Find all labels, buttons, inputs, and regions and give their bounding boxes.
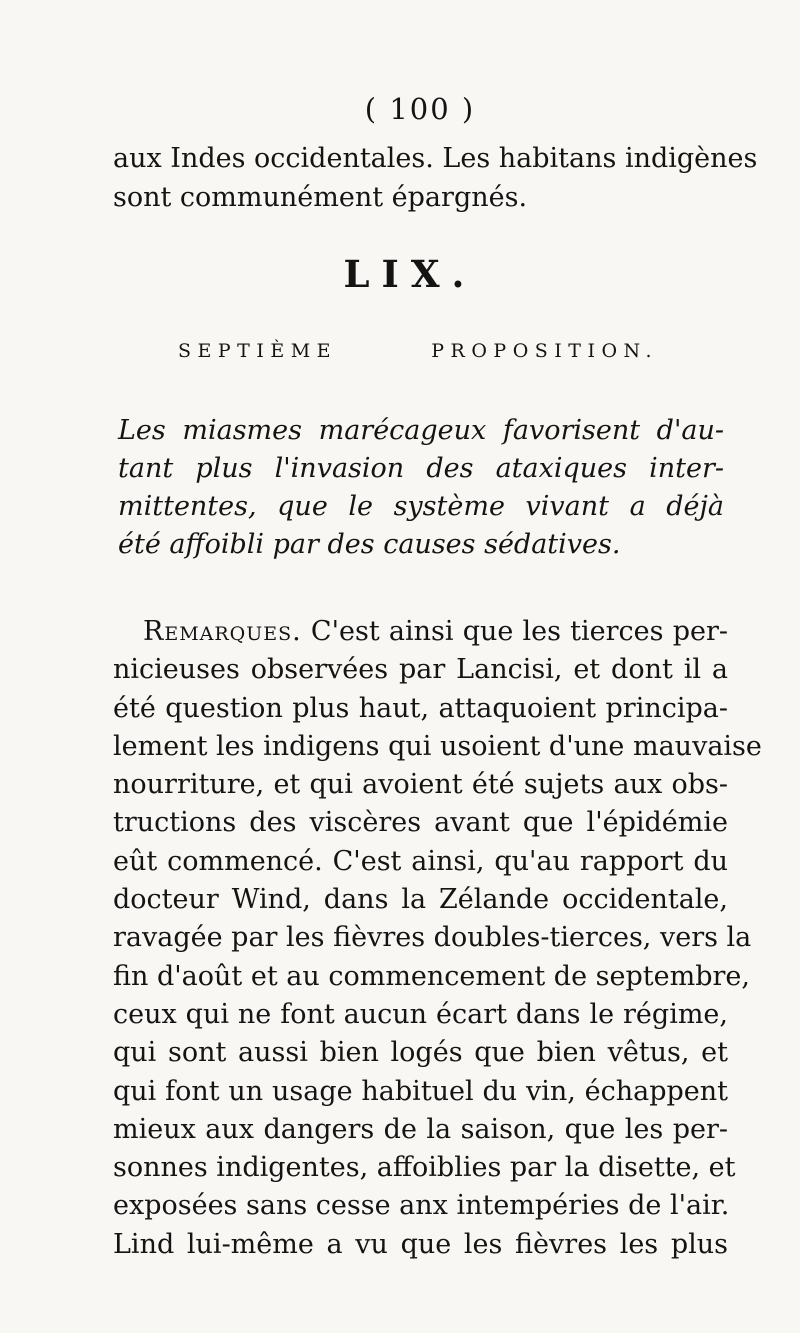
page-number: ( 100 )	[364, 92, 476, 126]
text-line: nicieuses observées par Lancisi, et dont il a	[113, 654, 728, 686]
text-line: ravagée par les fièvres doubles-tierces, vers la	[113, 922, 752, 954]
section-heading: LIX.	[343, 252, 477, 296]
text-line: Les miasmes marécageux favorisent d'au-	[118, 415, 724, 446]
text-fragment: C'est ainsi que les tierces per-	[301, 616, 728, 647]
text-line: fin d'août et au commencement de septembre,	[113, 960, 750, 992]
proposition-statement	[118, 412, 724, 564]
text-line: ceux qui ne font aucun écart dans le régime,	[113, 998, 728, 1030]
text-line: eût commencé. C'est ainsi, qu'au rapport du	[113, 845, 728, 877]
text-line: Lind lui-même a vu que les fièvres les plus	[113, 1228, 728, 1260]
text-line: été affoibli par des causes sédatives.	[118, 529, 621, 560]
text-line: nourriture, et qui avoient été sujets aux obs-	[113, 769, 728, 801]
text-line: tructions des viscères avant que l'épidémie	[113, 807, 728, 839]
remarks-label: Remarques.	[143, 616, 302, 647]
text-line: lement les indigens qui usoient d'une mauvaise	[113, 730, 762, 762]
text-line: été question plus haut, attaquoient principa-	[113, 692, 728, 724]
text-line: mittentes, que le système vivant a déjà	[118, 491, 724, 522]
text-line: qui sont aussi bien logés que bien vêtus, et	[113, 1037, 728, 1069]
proposition-title: SEPTIÈME PROPOSITION.	[178, 340, 658, 362]
intro-paragraph	[113, 140, 758, 217]
remarks-first-line	[113, 613, 728, 651]
remarks-paragraph	[113, 613, 762, 1264]
text-line: docteur Wind, dans la Zélande occidentale,	[113, 884, 728, 916]
text-line: sonnes indigentes, affoiblies par la disette, et	[113, 1152, 736, 1184]
text-line: exposées sans cesse anx intempéries de l'air.	[113, 1190, 730, 1222]
text-line: aux Indes occidentales. Les habitans indigènes	[113, 143, 758, 174]
text-line: tant plus l'invasion des ataxiques inter-	[118, 453, 724, 484]
text-line: mieux aux dangers de la saison, que les per-	[113, 1113, 728, 1145]
text-line: qui font un usage habituel du vin, échappent	[113, 1075, 728, 1107]
text-line: sont communément épargnés.	[113, 181, 528, 213]
